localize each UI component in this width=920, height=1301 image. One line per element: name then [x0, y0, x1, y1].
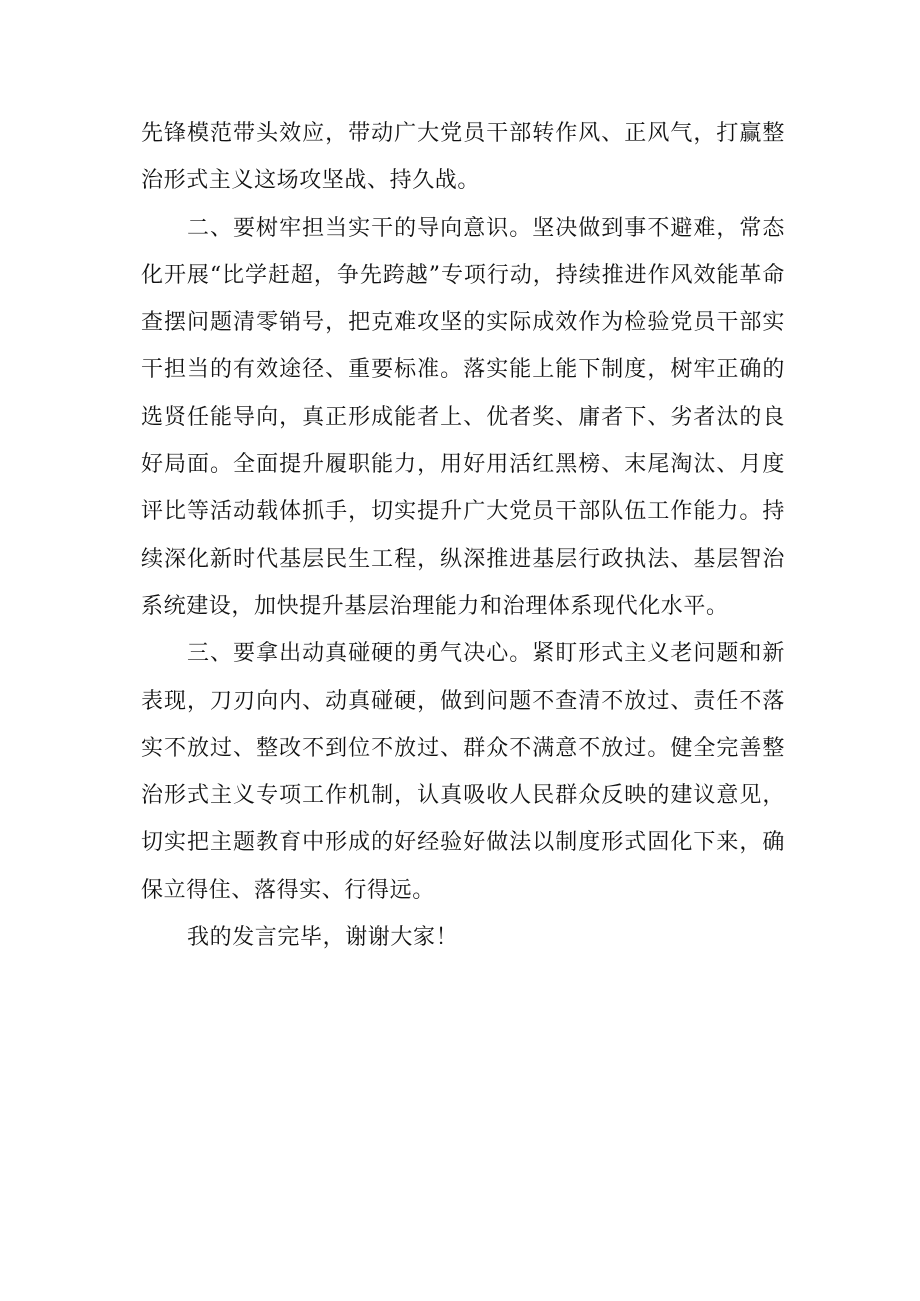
closing-remark: 我的发言完毕，谢谢大家！	[187, 925, 459, 951]
paragraph-section-two: 二、要树牢担当实干的导向意识。坚决做到事不避难，常态化开展“比学赶超，争先跨越”专项行动，持续推进作风效能革命查摆问题清零销号，把克难攻坚的实际成效作为检验党员干部实干担当的有效途径、重要标准。落实能上能下制度，树牢正确的选贤任能导向，真正形成能者上、优者奖、庸者下、劣者汰的良好局面。全面提升履职能力，用好用活红黑榜、末尾淘汰、月度评比等活动载体抓手，切实提升广大党员干部队伍工作能力。持续深化新时代基层民生工程，纵深推进基层行政执法、基层智治系统建设，加快提升基层治理能力和治理体系现代化水平。	[141, 215, 785, 619]
paragraph-continuation: 先锋模范带头效应，带动广大党员干部转作风、正风气，打赢整治形式主义这场攻坚战、持久战。	[141, 121, 785, 194]
paragraph-section-three: 三、要拿出动真碰硬的勇气决心。紧盯形式主义老问题和新表现，刀刃向内、动真碰硬，做到问题不查清不放过、责任不落实不放过、整改不到位不放过、群众不满意不放过。健全完善整治形式主义专项工作机制，认真吸收人民群众反映的建议意见，切实把主题教育中形成的好经验好做法以制度形式固化下来，确保立得住、落得实、行得远。	[141, 641, 785, 903]
document-body	[141, 110, 785, 961]
